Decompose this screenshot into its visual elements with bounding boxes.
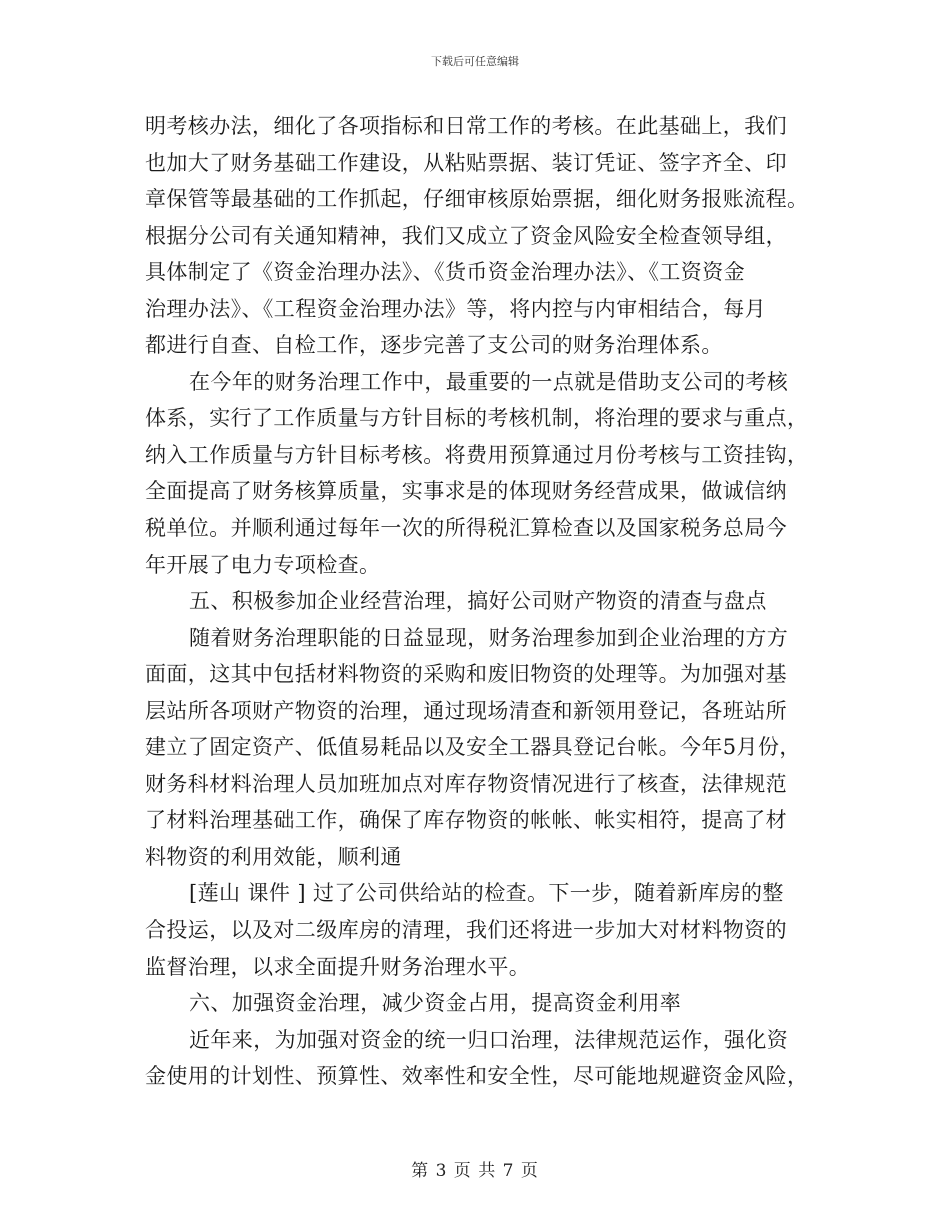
document-body	[145, 108, 810, 1095]
text-line: 料物资的利用效能，顺利通	[145, 844, 402, 869]
paragraph-start-line: 近年来，为加强对资金的统一归口治理，法律规范运作，强化资	[189, 1027, 789, 1052]
text-line: 明考核办法，细化了各项指标和日常工作的考核。在此基础上，我们	[145, 114, 787, 138]
paragraph-start-line: 随着财务治理职能的日益显现，财务治理参加到企业治理的方方	[189, 625, 789, 650]
text-line: 建立了固定资产、低值易耗品以及安全工器具登记台帐。今年5月份，	[145, 735, 801, 760]
text-line: 了材料治理基础工作，确保了库存物资的帐帐、帐实相符，提高了材	[145, 808, 787, 833]
section-heading: 五、积极参加企业经营治理，搞好公司财产物资的清查与盘点	[189, 589, 767, 614]
paragraph-start-line: 在今年的财务治理工作中，最重要的一点就是借助支公司的考核	[189, 369, 789, 394]
text-line: 年开展了电力专项检查。	[145, 552, 381, 577]
text-line: 税单位。并顺利通过每年一次的所得税汇算检查以及国家税务总局今	[145, 516, 787, 541]
text-line: 根据分公司有关通知精神，我们又成立了资金风险安全检查领导组，	[145, 223, 787, 248]
page-number: 第 3 页 共 7 页	[411, 1161, 539, 1181]
text-line: 面面，这其中包括材料物资的采购和废旧物资的处理等。为加强对基	[145, 662, 787, 687]
text-line: 全面提高了财务核算质量，实事求是的体现财务经营成果，做诚信纳	[145, 479, 787, 504]
section-heading: 六、加强资金治理，减少资金占用，提高资金利用率	[189, 991, 682, 1016]
text-line: 金使用的计划性、预算性、效率性和安全性，尽可能地规避资金风险，	[145, 1064, 809, 1089]
text-line: 都进行自查、自检工作，逐步完善了支公司的财务治理体系。	[145, 333, 723, 358]
text-line: 层站所各项财产物资的治理，通过现场清查和新领用登记，各班站所	[145, 698, 787, 723]
text-line: 监督治理，以求全面提升财务治理水平。	[145, 954, 531, 979]
page-header: 下载后可任意编辑	[431, 55, 519, 68]
text-line: 财务科材料治理人员加班加点对库存物资情况进行了核查，法律规范	[145, 771, 787, 796]
text-line: 体系，实行了工作质量与方针目标的考核机制，将治理的要求与重点，	[145, 406, 809, 431]
paragraph-start-line: [莲山 课件 ] 过了公司供给站的检查。下一步，随着新库房的整	[189, 881, 784, 906]
text-line: 治理办法》、《工程资金治理办法》等，将内控与内审相结合，每月	[145, 296, 766, 321]
text-line: 具体制定了《资金治理办法》、《货币资金治理办法》、《工资资金	[145, 260, 745, 285]
text-line: 章保管等最基础的工作抓起，仔细审核原始票据，细化财务报账流程。	[145, 187, 809, 212]
text-line: 合投运，以及对二级库房的清理，我们还将进一步加大对材料物资的	[145, 918, 787, 943]
text-line: 纳入工作质量与方针目标考核。将费用预算通过月份考核与工资挂钩，	[145, 442, 809, 467]
text-line: 也加大了财务基础工作建设，从粘贴票据、装订凭证、签字齐全、印	[145, 150, 787, 175]
